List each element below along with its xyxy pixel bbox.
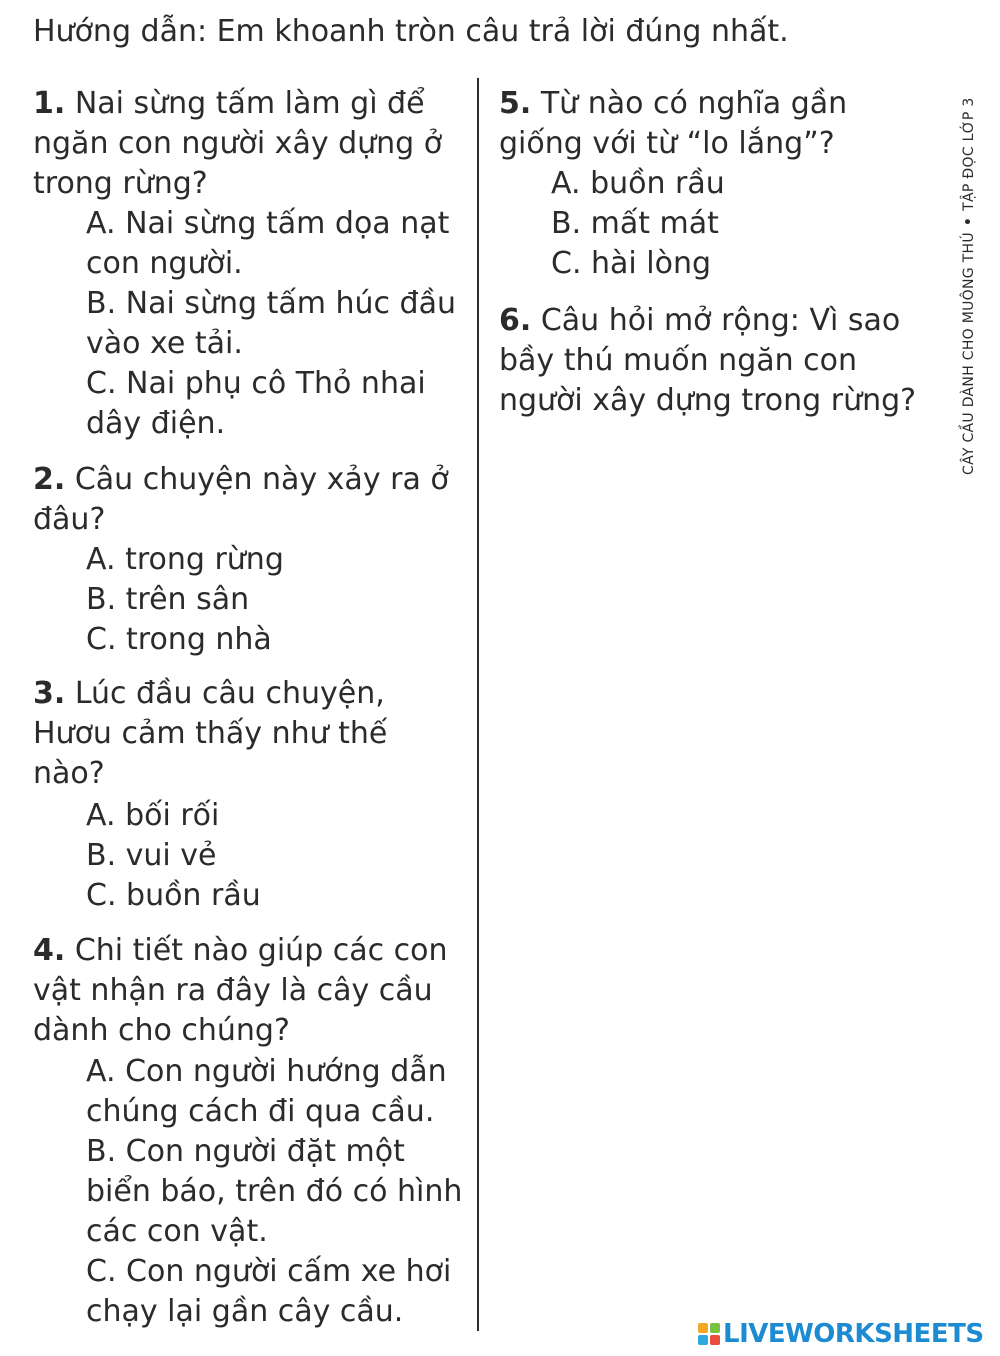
question-2-line-1: 2. Câu chuyện này xảy ra ở	[33, 462, 449, 497]
logo-square-2	[710, 1323, 720, 1333]
question-4-line-3: dành cho chúng?	[33, 1013, 290, 1048]
liveworksheets-logo-text: LIVEWORKSHEETS	[723, 1319, 984, 1349]
question-4-option-b[interactable]: B. Con người đặt một	[86, 1134, 405, 1169]
question-5-number: 5.	[499, 86, 532, 121]
logo-square-4	[710, 1335, 720, 1345]
question-2-option-a[interactable]: A. trong rừng	[86, 542, 284, 577]
logo-square-3	[698, 1335, 708, 1345]
sidebar-title-part-1: CÂY CẦU DÀNH CHO MUÔNG THÚ	[961, 232, 977, 475]
question-6-number: 6.	[499, 303, 532, 338]
question-5-option-c[interactable]: C. hài lòng	[551, 246, 712, 281]
question-5-option-b[interactable]: B. mất mát	[551, 206, 719, 241]
column-divider	[477, 78, 479, 1331]
question-2-number: 2.	[33, 462, 66, 497]
question-1-option-a-cont[interactable]: con người.	[86, 246, 243, 281]
question-1-line-1: 1. Nai sừng tấm làm gì để	[33, 86, 425, 121]
question-4-option-c[interactable]: C. Con người cấm xe hơi	[86, 1254, 452, 1289]
liveworksheets-logo	[698, 1319, 984, 1349]
question-3-line-1: 3. Lúc đầu câu chuyện,	[33, 676, 385, 711]
question-3-line-2: Hươu cảm thấy như thế	[33, 716, 388, 751]
question-3-option-a[interactable]: A. bối rối	[86, 798, 220, 833]
question-6-line-1: 6. Câu hỏi mở rộng: Vì sao	[499, 303, 901, 338]
logo-square-1	[698, 1323, 708, 1333]
question-3-line-3: nào?	[33, 756, 105, 791]
question-4-line-1: 4. Chi tiết nào giúp các con	[33, 933, 448, 968]
question-3-number: 3.	[33, 676, 66, 711]
question-4-line-2: vật nhận ra đây là cây cầu	[33, 973, 433, 1008]
question-1-option-a[interactable]: A. Nai sừng tấm dọa nạt	[86, 206, 450, 241]
question-4-option-a[interactable]: A. Con người hướng dẫn	[86, 1054, 447, 1089]
question-1-option-b[interactable]: B. Nai sừng tấm húc đầu	[86, 286, 456, 321]
question-5-option-a[interactable]: A. buồn rầu	[551, 166, 725, 201]
question-3-option-b[interactable]: B. vui vẻ	[86, 838, 217, 873]
question-1-line-3: trong rừng?	[33, 166, 208, 201]
question-2-option-c[interactable]: C. trong nhà	[86, 622, 272, 657]
question-4-option-b-cont-2[interactable]: các con vật.	[86, 1214, 268, 1249]
question-4-option-b-cont-1[interactable]: biển báo, trên đó có hình	[86, 1174, 463, 1209]
sidebar-title-part-2: TẬP ĐỌC LỚP 3	[961, 97, 977, 211]
instruction-text: Hướng dẫn: Em khoanh tròn câu trả lời đúng nhất.	[33, 14, 789, 49]
question-3-option-c[interactable]: C. buồn rầu	[86, 878, 261, 913]
question-4-option-c-cont[interactable]: chạy lại gần cây cầu.	[86, 1294, 404, 1329]
question-1-option-b-cont[interactable]: vào xe tải.	[86, 326, 243, 361]
liveworksheets-logo-icon	[698, 1323, 720, 1345]
question-6-line-2: bầy thú muốn ngăn con	[499, 343, 858, 378]
question-1-option-c[interactable]: C. Nai phụ cô Thỏ nhai	[86, 366, 426, 401]
sidebar-bullet: •	[961, 216, 977, 227]
question-4-number: 4.	[33, 933, 66, 968]
question-1-option-c-cont[interactable]: dây điện.	[86, 406, 226, 441]
question-6-line-3: người xây dựng trong rừng?	[499, 383, 917, 418]
question-4-option-a-cont[interactable]: chúng cách đi qua cầu.	[86, 1094, 435, 1129]
question-1-line-2: ngăn con người xây dựng ở	[33, 126, 443, 161]
question-5-line-1: 5. Từ nào có nghĩa gần	[499, 86, 848, 121]
question-2-line-2: đâu?	[33, 502, 106, 537]
sidebar-title	[961, 97, 977, 475]
question-5-line-2: giống với từ “lo lắng”?	[499, 126, 835, 161]
question-2-option-b[interactable]: B. trên sân	[86, 582, 250, 617]
question-1-number: 1.	[33, 86, 66, 121]
